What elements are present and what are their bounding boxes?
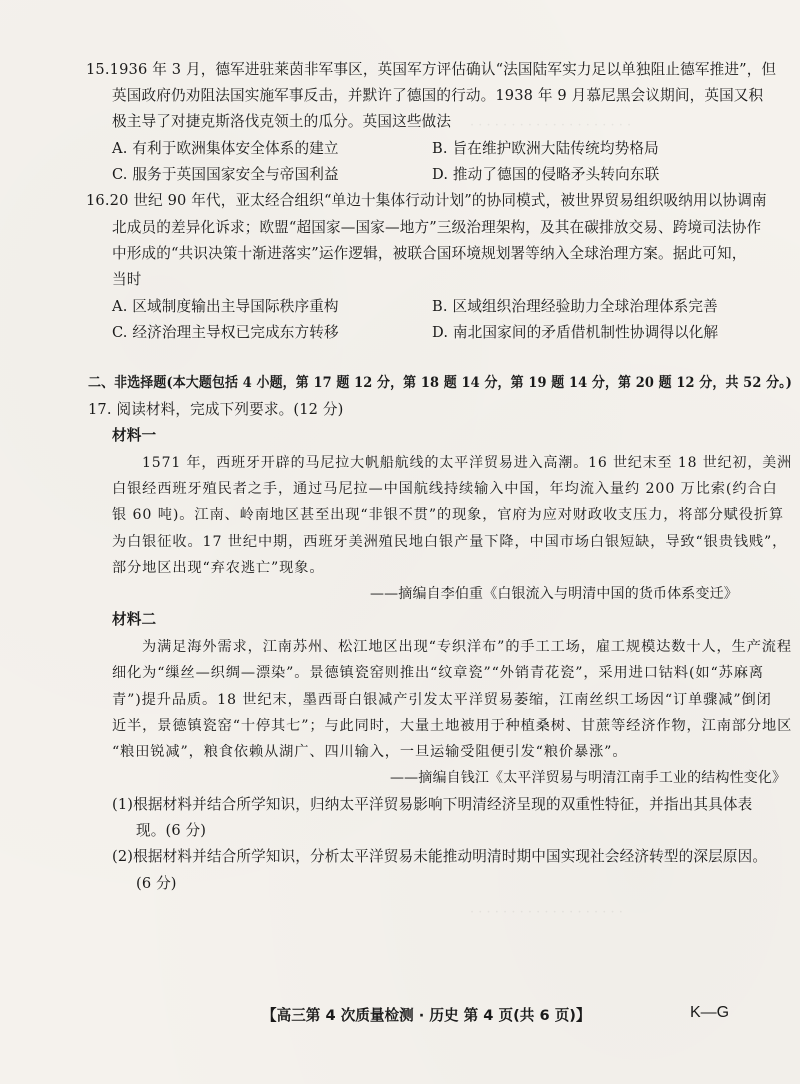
material-2-line-5: “粮田锐减”，粮食依赖从湖广、四川输入，一旦运输受阻便引发“粮价暴涨”。 bbox=[112, 744, 628, 760]
q16-option-a: A. 区域制度输出主导国际秩序重构 bbox=[112, 298, 339, 315]
material-1-label: 材料一 bbox=[112, 427, 157, 444]
material-1-source: ——摘编自李伯重《白银流入与明清中国的货币体系变迁》 bbox=[370, 586, 738, 602]
material-2-line-3: 青”)提升品质。18 世纪末，墨西哥白银减产引发太平洋贸易萎缩，江南丝织工场因“订单骤减”倒闭 bbox=[112, 692, 772, 708]
requirement-1-line-1: (1)根据材料并结合所学知识，归纳太平洋贸易影响下明清经济呈现的双重性特征，并指出其具体表 bbox=[112, 796, 753, 813]
bleed-through: · · · · · · · · · · · · · · · · · · · bbox=[470, 905, 623, 920]
material-2-line-4: 近半，景德镇瓷窑“十停其七”；与此同时，大量土地被用于种植桑树、甘蔗等经济作物，江南部分地区 bbox=[112, 718, 793, 734]
material-1-line-1: 1571 年，西班牙开辟的马尼拉大帆船航线的太平洋贸易进入高潮。16 世纪末至 18 世纪初，美洲 bbox=[142, 455, 793, 471]
section-heading: 二、非选择题(本大题包括 4 小题，第 17 题 12 分，第 18 题 14 分，第 19 题 14 分，第 20 题 12 分，共 52 分。) bbox=[88, 375, 793, 391]
q16-stem-line-4: 当时 bbox=[112, 271, 142, 288]
material-2-label: 材料二 bbox=[112, 611, 157, 628]
q15-option-d: D. 推动了德国的侵略矛头转向东联 bbox=[432, 166, 660, 183]
material-1-line-4: 为白银征收。17 世纪中期，西班牙美洲殖民地白银产量下降，中国市场白银短缺，导致“银贵钱贱”， bbox=[112, 534, 788, 550]
material-1-line-2: 白银经西班牙殖民者之手，通过马尼拉—中国航线持续输入中国，年均流入量约 200 万比索(约合白 bbox=[112, 481, 778, 497]
q15-stem-line-3: 极主导了对捷克斯洛伐克领土的瓜分。英国这些做法 bbox=[112, 113, 452, 130]
requirement-2-line-1: (2)根据材料并结合所学知识，分析太平洋贸易未能推动明清时期中国实现社会经济转型的深层原因。 bbox=[112, 848, 768, 865]
q16-stem-line-2: 北成员的差异化诉求；欧盟“超国家—国家—地方”三级治理架构，及其在碳排放交易、跨境司法协作 bbox=[112, 219, 762, 236]
material-2-line-1: 为满足海外需求，江南苏州、松江地区出现“专织洋布”的手工工场，雇工规模达数十人，生产流程 bbox=[142, 639, 792, 655]
q15-stem-line-2: 英国政府仍劝阻法国实施军事反击，并默许了德国的行动。1938 年 9 月慕尼黑会议期间，英国又积 bbox=[112, 87, 764, 104]
q16-stem-line-1: 16.20 世纪 90 年代，亚太经合组织“单边十集体行动计划”的协同模式，被世界贸易组织吸纳用以协调南 bbox=[86, 192, 767, 209]
requirement-2-line-2: (6 分) bbox=[136, 875, 177, 892]
q16-option-b: B. 区域组织治理经验助力全球治理体系完善 bbox=[432, 298, 718, 315]
q15-stem-line-1: 15.1936 年 3 月，德军进驻莱茵非军事区，英国军方评估确认“法国陆军实力足以单独阻止德军推进”，但 bbox=[86, 61, 777, 78]
q15-option-c: C. 服务于英国国家安全与帝国利益 bbox=[112, 166, 339, 183]
q16-option-d: D. 南北国家间的矛盾借机制性协调得以化解 bbox=[432, 324, 719, 341]
paper-code: K—G bbox=[690, 1004, 730, 1021]
q16-stem-line-3: 中形成的“共识决策十渐进落实”运作逻辑，被联合国环境规划署等纳入全球治理方案。据此可知， bbox=[112, 245, 747, 262]
q15-option-b: B. 旨在维护欧洲大陆传统均势格局 bbox=[432, 140, 659, 157]
material-2-source: ——摘编自钱江《太平洋贸易与明清江南手工业的结构性变化》 bbox=[390, 770, 787, 786]
q16-option-c: C. 经济治理主导权已完成东方转移 bbox=[112, 324, 339, 341]
material-1-line-5: 部分地区出现“弃农逃亡”现象。 bbox=[112, 560, 325, 576]
bleed-through: · · · · · · · · · · · · · · · · · · · · bbox=[470, 118, 632, 133]
material-1-line-3: 银 60 吨)。江南、岭南地区甚至出现“非银不贯”的现象，官府为应对财政收支压力，将部分赋役折算 bbox=[112, 507, 785, 523]
q15-option-a: A. 有利于欧洲集体安全体系的建立 bbox=[112, 140, 339, 157]
q17-stem: 17. 阅读材料，完成下列要求。(12 分) bbox=[88, 401, 344, 418]
page-footer: 【高三第 4 次质量检测 · 历史 第 4 页(共 6 页)】 bbox=[262, 1007, 591, 1024]
requirement-1-line-2: 现。(6 分) bbox=[136, 822, 207, 839]
material-2-line-2: 细化为“缫丝—织绸—漂染”。景德镇瓷窑则推出“纹章瓷”“外销青花瓷”，采用进口钴料(如“苏麻离 bbox=[112, 665, 764, 681]
